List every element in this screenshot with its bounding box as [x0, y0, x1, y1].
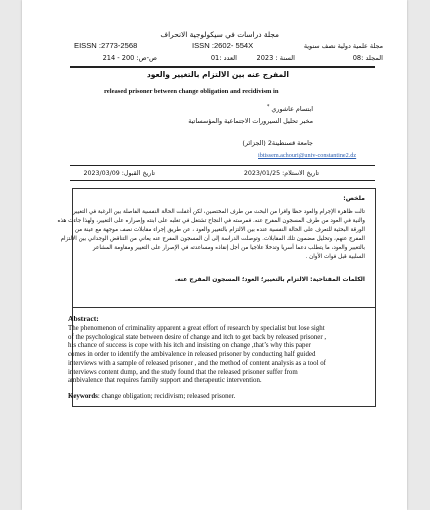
accepted-date: تاريخ القبول: 2023/03/09: [83, 170, 155, 177]
year: السنة : 2023: [256, 54, 295, 62]
title-english: released prisoner between change obligation and recidivism in: [104, 88, 279, 95]
author-name-text: ابتسام عاشوري: [271, 105, 313, 114]
issue: العدد :01: [210, 54, 237, 62]
journal-type: مجلة علمية دولية نصف سنوية: [303, 42, 383, 50]
dates-top-rule: [70, 165, 375, 166]
author-email[interactable]: ibtissem.achouri@univ-constantine2.dz: [258, 152, 357, 159]
english-abstract-line: The phenomenon of criminality apparent a great effort of research by specialist but lose sight: [68, 325, 325, 332]
arabic-abstract-line: تالت ظاهرة الإجرام والعود حظا وافرا من البحث من طرف المختصين، لكن أغفلت الحالة النفسية الفاصلة بين الرغبة في التغيير: [72, 209, 365, 215]
arabic-abstract-heading: ملخص:: [343, 195, 365, 202]
english-abstract-line: interviews content dump, and the study found that the released prisoner suffer from: [68, 368, 298, 376]
english-abstract-line: comes in order to identify the ambivalence in released prisoner by conducting half guided: [68, 351, 316, 359]
english-abstract-line: ambivalence that requires family support and therapeutic intervention.: [68, 377, 262, 385]
arabic-abstract-body: [57, 208, 365, 261]
journal-name: مجلة دراسات في سيكولوجية الانحراف: [160, 30, 279, 39]
volume: المجلد :08: [352, 54, 383, 62]
arabic-abstract-line: السلبية قبل فوات الأوان .: [305, 253, 365, 260]
arabic-abstract-line: بالتغيير والعود، ما يتطلب دعما أسريا وتدخلا علاجيا من أجل إنقاذه ومساعدته في الإصرار على التغيير ومقاومة المشاعر: [92, 244, 365, 251]
arabic-abstract-line: والنية في العود من طرف المسجون المفرج عنه. فمرسته في النجاح تشتغل في تغلبه على ابنته وإصراره على التغيير، ولهذا جاءت هذه: [57, 217, 365, 224]
arabic-abstract-line: المفرج عنهم، وتحليل مضمون تلك المقابلات. وتوصلت الدراسة إلى أن المسجون المفرج عنه يعاني من التناقض الوجداني بين الالتزام: [60, 235, 365, 242]
english-keywords: [68, 393, 235, 400]
english-keywords-label: Keywords: [68, 393, 98, 400]
english-abstract-heading: Abstract:: [68, 314, 99, 323]
english-keywords-text: : change obligation; recidivism; released prisoner.: [97, 393, 236, 400]
author-university: جامعة قسنطينة2 (الجزائر): [242, 139, 313, 147]
english-abstract-line: his chance of success is cope with his itch and insisting on change ,that’s why this paper: [68, 342, 311, 350]
english-abstract-line: interviews with a sample of released prisoner , and the method of content analysis as a tool of: [68, 359, 326, 367]
issn: ISSN :2602- 554X: [192, 41, 254, 50]
page-range: ص-ص: 200 - 214: [102, 54, 157, 62]
arabic-keywords: الكلمات المفتاحية: الالتزام بالتغيير؛ العود؛ المسجون المفرج عنه.: [174, 276, 365, 283]
header-rule: [70, 66, 375, 68]
dates-bottom-rule: [70, 180, 375, 181]
author-mark: *: [266, 104, 270, 110]
author-lab: مخبر تحليل السيرورات الاجتماعية والمؤسساتية: [188, 117, 313, 125]
document-page: [22, 0, 407, 510]
english-abstract-body: [68, 325, 326, 386]
english-abstract-line: of the psychological state between desire of change and itch to get back by released prisoner ,: [68, 333, 327, 341]
author-name: [267, 104, 313, 113]
received-date: تاريخ الاستلام: 2023/01/25: [243, 170, 319, 177]
title-arabic: المفرج عنه بين الالتزام بالتغيير والعود: [146, 70, 289, 79]
eissn: EISSN :2773-2568: [74, 41, 138, 50]
arabic-abstract-line: الورقة البحثية للتعرف على الحالة النفسية عنده بين الالتزام بالتغيير والعود ، عن طريق إجراء مقابلات نصف موجهة مع عينة من: [74, 226, 365, 233]
